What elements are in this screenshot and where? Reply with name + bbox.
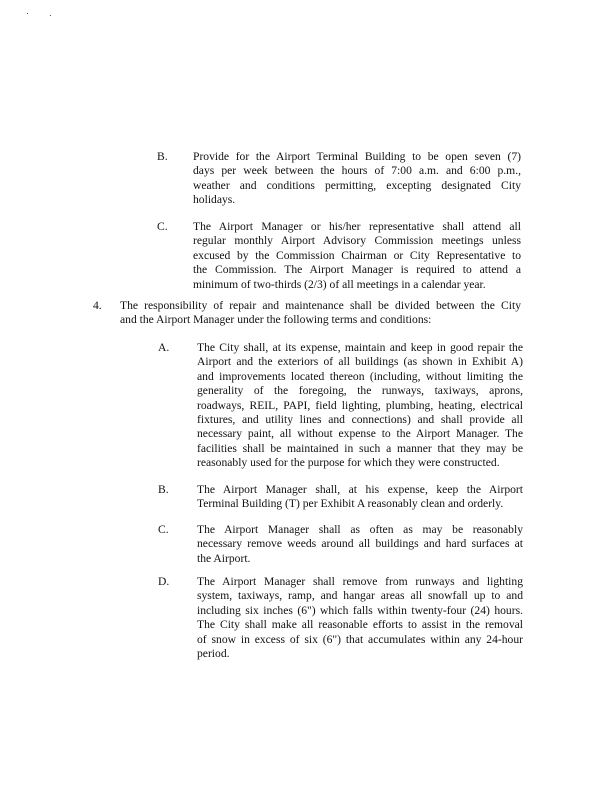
- paragraph-body: [197, 341, 523, 471]
- paragraph-body: [197, 575, 523, 661]
- text-line: roadways, REIL, PAPI, field lighting, plumbing, heating, electrical: [197, 398, 523, 412]
- text-line: reasonably used for the purpose for which they were constructed.: [197, 456, 500, 470]
- text-line: The Airport Manager shall as often as may be reasonably: [197, 523, 523, 536]
- scan-speck: [27, 13, 28, 14]
- text-line: The Airport Manager shall, at his expense, keep the Airport: [197, 483, 523, 496]
- paragraph-body: [197, 523, 523, 566]
- text-line: Provide for the Airport Terminal Building to be open seven (7): [193, 150, 521, 163]
- paragraph-label: 4.: [93, 299, 102, 312]
- text-line: necessary remove weeds around all buildings and hard surfaces at: [197, 537, 523, 551]
- text-line: minimum of two-thirds (2/3) of all meetings in a calendar year.: [193, 277, 486, 291]
- paragraph-label: A.: [158, 341, 170, 354]
- text-line: fixtures, and utility lines and connections) and shall provide all: [197, 412, 523, 426]
- text-line: The responsibility of repair and maintenance shall be divided between the City: [120, 299, 521, 312]
- text-line: necessary paint, all without expense to the Airport Manager. The: [197, 427, 523, 441]
- text-line: the Airport.: [197, 551, 251, 565]
- text-line: the Commission. The Airport Manager is required to attend a: [193, 263, 521, 277]
- text-line: The City shall, at its expense, maintain and keep in good repair the: [197, 341, 523, 354]
- text-line: and improvements located thereon (including, without limiting the: [197, 369, 523, 383]
- text-line: and the Airport Manager under the following terms and conditions:: [120, 313, 432, 327]
- text-line: generality of the foregoing, the runways, taxiways, aprons,: [197, 384, 523, 398]
- text-line: regular monthly Airport Advisory Commission meetings unless: [193, 234, 521, 248]
- text-line: The Airport Manager shall remove from runways and lighting: [197, 575, 523, 588]
- text-line: including six inches (6") which falls within twenty-four (24) hours.: [197, 603, 523, 617]
- text-line: excused by the Commission Chairman or City Representative to: [193, 248, 521, 262]
- paragraph-body: [120, 299, 521, 328]
- text-line: of snow in excess of six (6") that accumulates within any 24-hour: [197, 632, 523, 646]
- text-line: days per week between the hours of 7:00 a.m. and 6:00 p.m.,: [193, 164, 521, 178]
- text-line: system, taxiways, ramp, and hangar areas all snowfall up to and: [197, 589, 523, 603]
- text-line: The Airport Manager or his/her representative shall attend all: [193, 220, 521, 233]
- paragraph-label: C.: [158, 523, 169, 536]
- paragraph-body: [197, 483, 523, 512]
- text-line: weather and conditions permitting, excepting designated City: [193, 178, 521, 192]
- text-line: period.: [197, 646, 230, 660]
- paragraph-label: C.: [157, 220, 168, 233]
- scan-speck: [50, 15, 51, 16]
- paragraph-label: B.: [157, 150, 168, 163]
- paragraph-label: B.: [158, 483, 169, 496]
- paragraph-label: D.: [158, 575, 170, 588]
- text-line: holidays.: [193, 193, 236, 207]
- text-line: Airport and the exteriors of all buildings (as shown in Exhibit A): [197, 355, 523, 369]
- paragraph-body: [193, 220, 521, 292]
- text-line: facilities shall be maintained in such a manner that they may be: [197, 441, 523, 455]
- paragraph-body: [193, 150, 521, 208]
- text-line: Terminal Building (T) per Exhibit A reasonably clean and orderly.: [197, 497, 504, 511]
- text-line: The City shall make all reasonable efforts to assist in the removal: [197, 618, 523, 632]
